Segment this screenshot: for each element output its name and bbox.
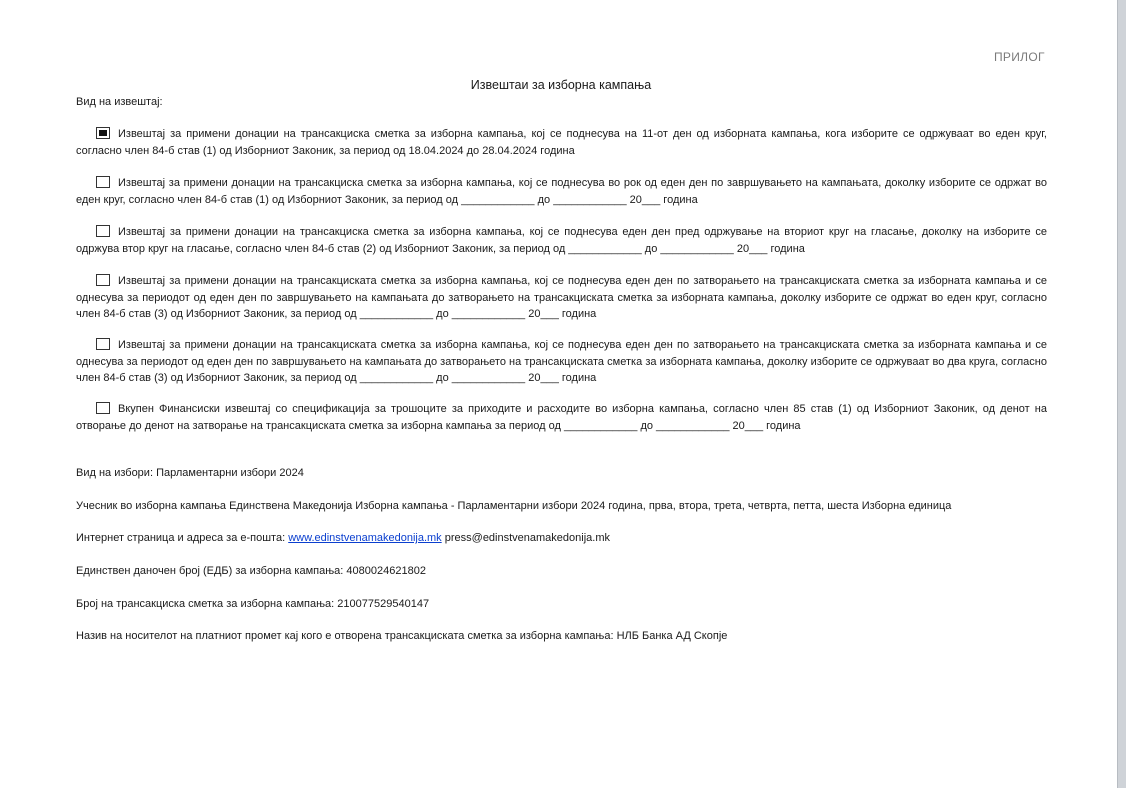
website-label: Интернет страница и адреса за е-пошта: bbox=[76, 532, 286, 544]
participant-line bbox=[76, 500, 951, 512]
website-line bbox=[76, 532, 610, 544]
account-number-value: 210077529540147 bbox=[337, 598, 430, 610]
window-edge bbox=[1117, 0, 1126, 788]
document-title: Извештаи за изборна кампања bbox=[470, 78, 652, 92]
checkbox-icon[interactable] bbox=[96, 338, 110, 350]
report-option-text: Извештај за примени донации на трансакциска сметка за изборна кампања, кој се поднесува на 11-от ден од изборната кампања, кога изборите се одржуваат во еден круг, согласно член 84-б став (1) од Изборниот Законик, за период од 18.04.2024 до 28.04.2024 година bbox=[76, 128, 1047, 157]
report-option-5 bbox=[76, 337, 1047, 387]
tax-number-value: 4080024621802 bbox=[346, 565, 426, 577]
tax-number-line bbox=[76, 565, 426, 577]
report-option-text: Извештај за примени донации на трансакциска сметка за изборна кампања, кој се поднесува во рок од еден ден по завршувањето на кампањата, доколку изборите се одржат во еден круг, согласно член 84-б став (1) од Изборниот Законик, за период од ____________ до ____________ 20___ година bbox=[76, 177, 1047, 206]
election-type-value: Парламентарни избори 2024 bbox=[156, 467, 304, 479]
annex-label: ПРИЛОГ bbox=[994, 50, 1045, 64]
checkbox-icon[interactable] bbox=[96, 127, 110, 139]
bank-value: НЛБ Банка АД Скопје bbox=[616, 630, 728, 642]
report-option-2 bbox=[76, 175, 1047, 208]
report-option-text: Извештај за примени донации на трансакциската сметка за изборна кампања, кој се поднесува еден ден по затворањето на трансакциската сметка за изборната кампања и се однесува за периодот од еден ден по завршувањето на кампањата до затворањето на трансакциската сметка за изборната кампања, доколку изборите се одржат во еден круг, согласно член 84-б став (3) од Изборниот Законик, за период од ____________ до ____________ 20___ година bbox=[76, 275, 1047, 320]
checkbox-icon[interactable] bbox=[96, 274, 110, 286]
report-option-text: Извештај за примени донации на трансакциска сметка за изборна кампања, кој се поднесува еден ден пред одржување на вториот круг на гласање, доколку на изборите се одржува втор круг на гласање, согласно член 84-б став (2) од Изборниот Законик, за период од ____________ до ____________ 20___ година bbox=[76, 226, 1047, 255]
website-link[interactable]: www.edinstvenamakedonija.mk bbox=[288, 532, 442, 544]
account-number-label: Број на трансакциска сметка за изборна кампања: bbox=[76, 598, 335, 610]
checkbox-icon[interactable] bbox=[96, 225, 110, 237]
report-option-4 bbox=[76, 273, 1047, 323]
bank-line bbox=[76, 630, 727, 642]
participant-value: Единствена Македонија Изборна кампања - Парламентарни избори 2024 година, прва, втора, трета, четврта, петта, шеста Изборна единица bbox=[229, 500, 952, 512]
report-option-text: Извештај за примени донации на трансакциската сметка за изборна кампања, кој се поднесува еден ден по затворањето на трансакциската сметка за изборната кампања и се однесува за периодот од еден ден по завршувањето на кампањата до затворањето на трансакциската сметка за изборната кампања, доколку изборите се одржуваат во два круга, согласно член 84-б став (3) од Изборниот Законик, за период од ____________ до ____________ 20___ година bbox=[76, 339, 1047, 384]
election-type-label: Вид на избори: bbox=[76, 467, 154, 479]
participant-label: Учесник во изборна кампања bbox=[76, 500, 227, 512]
checkbox-icon[interactable] bbox=[96, 402, 110, 414]
report-option-3 bbox=[76, 224, 1047, 257]
election-type-line bbox=[76, 467, 304, 479]
report-type-label: Вид на извештај: bbox=[76, 96, 163, 108]
report-option-1 bbox=[76, 126, 1047, 159]
report-option-text: Вкупен Финансиски извештај со спецификација за трошоците за приходите и расходите во изборна кампања, согласно член 85 став (1) од Изборниот Законик, од денот на отворање до денот на затворање на трансакциската сметка за изборна кампања за период од ____________ до ____________ 20___ година bbox=[76, 403, 1047, 432]
email-value: press@edinstvenamakedonija.mk bbox=[444, 532, 610, 544]
tax-number-label: Единствен даночен број (ЕДБ) за изборна кампања: bbox=[76, 565, 344, 577]
account-number-line bbox=[76, 598, 429, 610]
report-option-6 bbox=[76, 401, 1047, 434]
checkbox-icon[interactable] bbox=[96, 176, 110, 188]
bank-label: Назив на носителот на платниот промет кај кого е отворена трансакциската сметка за изборна кампања: bbox=[76, 630, 614, 642]
